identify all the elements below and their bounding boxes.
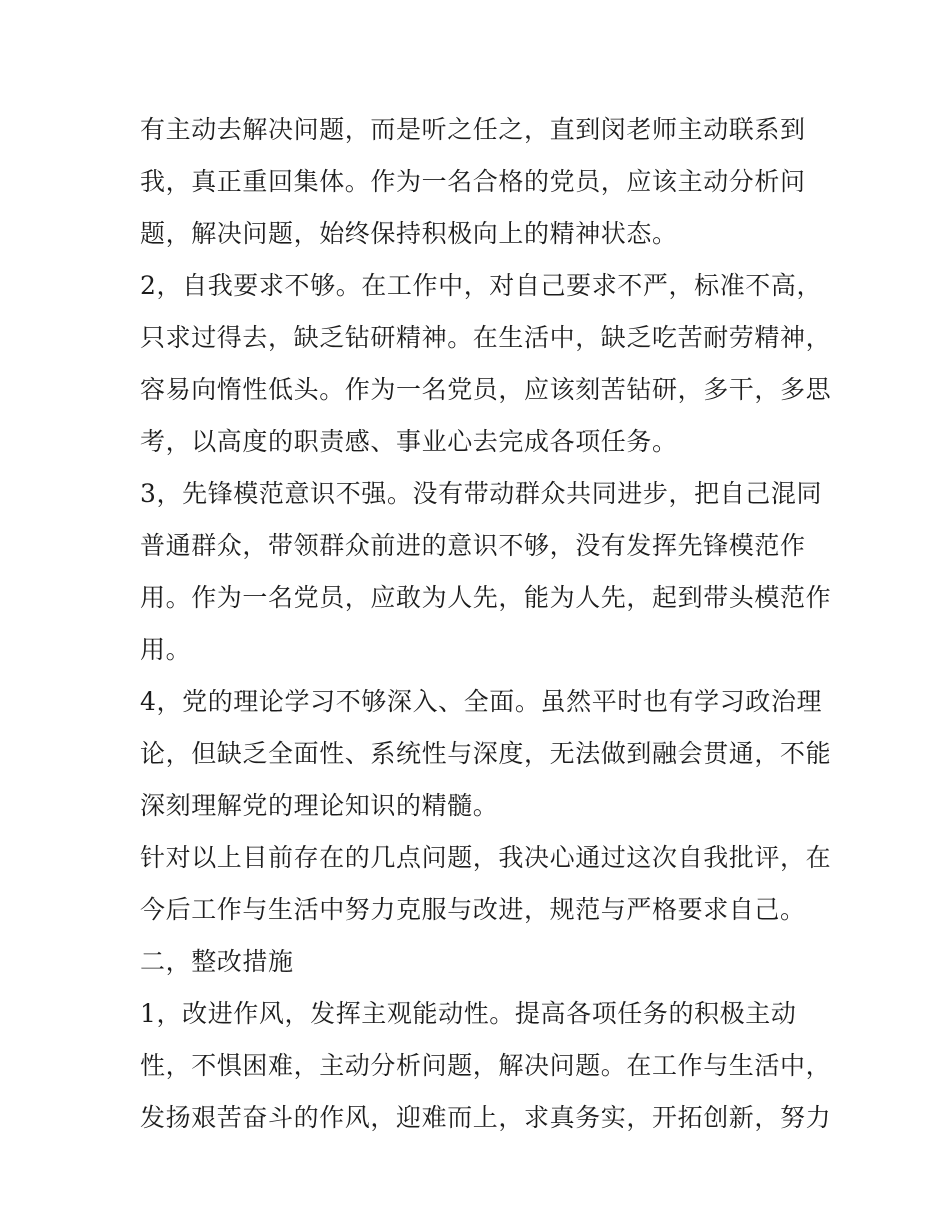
text-line: 论，但缺乏全面性、系统性与深度，无法做到融会贯通，不能 — [140, 739, 832, 768]
text-line: 针对以上目前存在的几点问题，我决心通过这次自我批评，在 — [140, 843, 832, 872]
text-line: 3，先锋模范意识不强。没有带动群众共同进步，把自己混同 — [140, 479, 823, 508]
document-body — [140, 104, 830, 1144]
text-line: 1，改进作风，发挥主观能动性。提高各项任务的积极主动 — [140, 999, 797, 1028]
text-line: 容易向惰性低头。作为一名党员，应该刻苦钻研，多干，多思 — [140, 375, 832, 404]
text-line: 题，解决问题，始终保持积极向上的精神状态。 — [140, 219, 678, 248]
text-line: 我，真正重回集体。作为一名合格的党员，应该主动分析问 — [140, 167, 806, 196]
text-line: 只求过得去，缺乏钻研精神。在生活中，缺乏吃苦耐劳精神， — [140, 323, 832, 352]
text-line: 4，党的理论学习不够深入、全面。虽然平时也有学习政治理 — [140, 687, 823, 716]
text-line: 用。 — [140, 635, 192, 664]
text-line: 用。作为一名党员，应敢为人先，能为人先，起到带头模范作 — [140, 583, 832, 612]
text-line: 考，以高度的职责感、事业心去完成各项任务。 — [140, 427, 678, 456]
text-line: 性，不惧困难，主动分析问题，解决问题。在工作与生活中， — [140, 1051, 832, 1080]
text-line: 2，自我要求不够。在工作中，对自己要求不严，标准不高， — [140, 271, 823, 300]
text-line: 普通群众，带领群众前进的意识不够，没有发挥先锋模范作 — [140, 531, 806, 560]
text-line: 有主动去解决问题，而是听之任之，直到闵老师主动联系到 — [140, 115, 806, 144]
section-heading: 二，整改措施 — [140, 947, 294, 976]
text-line: 深刻理解党的理论知识的精髓。 — [140, 791, 499, 820]
text-line: 发扬艰苦奋斗的作风，迎难而上，求真务实，开拓创新，努力 — [140, 1103, 832, 1132]
text-line: 今后工作与生活中努力克服与改进，规范与严格要求自己。 — [140, 895, 806, 924]
